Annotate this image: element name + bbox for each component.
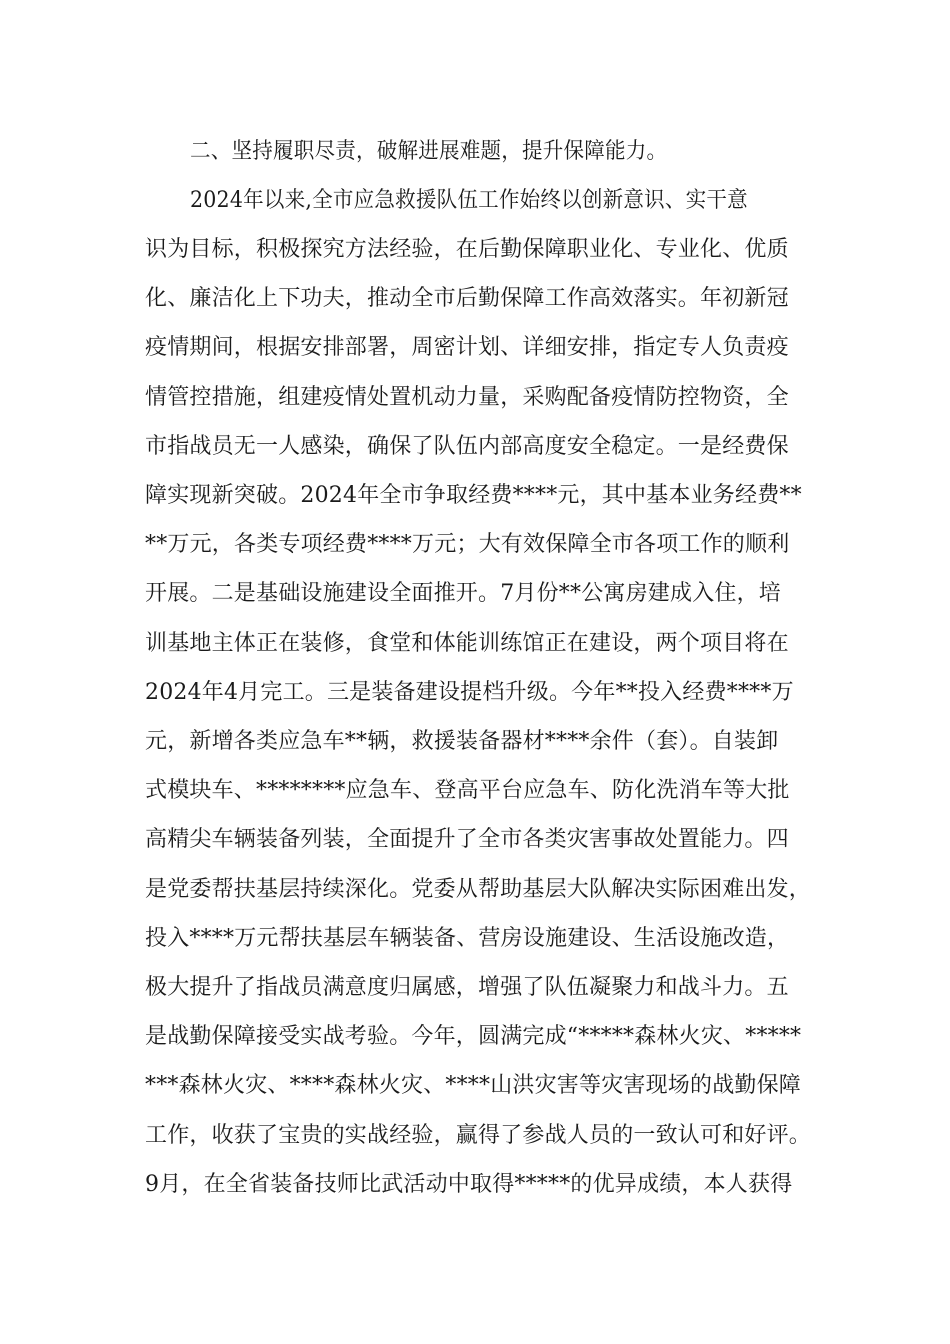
- paragraph-line: 障实现新突破。2024年全市争取经费****元，其中基本业务经费**: [145, 483, 802, 508]
- paragraph-line: 识为目标，积极探究方法经验，在后勤保障职业化、专业化、优质: [145, 237, 789, 262]
- paragraph-line: 疫情期间，根据安排部署，周密计划、详细安排，指定专人负责疫: [145, 335, 789, 360]
- paragraph-line: 化、廉洁化上下功夫，推动全市后勤保障工作高效落实。年初新冠: [145, 286, 789, 311]
- paragraph-line: 是战勤保障接受实战考验。今年，圆满完成“*****森林火灾、*****: [145, 1024, 802, 1049]
- paragraph-line: 训基地主体正在装修，食堂和体能训练馆正在建设，两个项目将在: [145, 631, 789, 656]
- paragraph-line: 式模块车、********应急车、登高平台应急车、防化洗消车等大批: [145, 778, 790, 803]
- paragraph-line: 工作，收获了宝贵的实战经验，赢得了参战人员的一致认可和好评。: [145, 1123, 812, 1148]
- paragraph-line: 9月，在全省装备技师比武活动中取得*****的优异成绩，本人获得: [145, 1172, 793, 1197]
- paragraph-line: 高精尖车辆装备列装，全面提升了全市各类灾害事故处置能力。四: [145, 827, 789, 852]
- paragraph-line: 市指战员无一人感染，确保了队伍内部高度安全稳定。一是经费保: [145, 434, 789, 459]
- paragraph-line: 元，新增各类应急车**辆，救援装备器材****余件（套）。自装卸: [145, 729, 779, 754]
- paragraph-line: 投入****万元帮扶基层车辆装备、营房设施建设、生活设施改造，: [145, 926, 790, 951]
- paragraph-line: 2024年4月完工。三是装备建设提档升级。今年**投入经费****万: [145, 680, 794, 705]
- paragraph-line: 极大提升了指战员满意度归属感，增强了队伍凝聚力和战斗力。五: [145, 975, 789, 1000]
- paragraph-line: 2024年以来,全市应急救援队伍工作始终以创新意识、实干意: [190, 188, 748, 213]
- paragraph-line: 情管控措施，组建疫情处置机动力量，采购配备疫情防控物资，全: [145, 385, 789, 410]
- section-heading: 二、坚持履职尽责，破解进展难题，提升保障能力。: [190, 139, 668, 164]
- paragraph-line: 开展。二是基础设施建设全面推开。7月份**公寓房建成入住，培: [145, 581, 781, 606]
- paragraph-line: ***森林火灾、****森林火灾、****山洪灾害等灾害现场的战勤保障: [145, 1073, 802, 1098]
- paragraph-line: **万元，各类专项经费****万元；大有效保障全市各项工作的顺利: [145, 532, 790, 557]
- paragraph-line: 是党委帮扶基层持续深化。党委从帮助基层大队解决实际困难出发，: [145, 877, 812, 902]
